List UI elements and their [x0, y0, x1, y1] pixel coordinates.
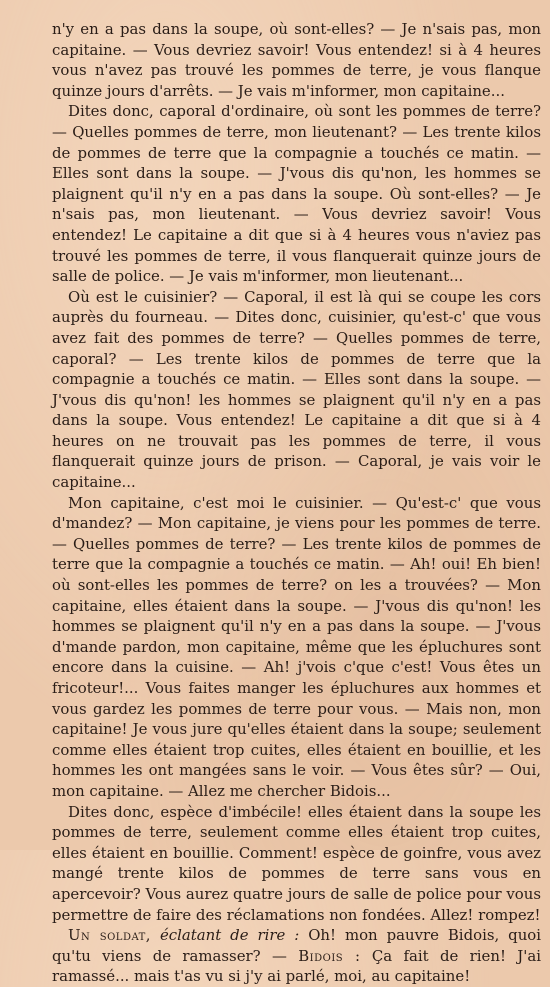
closing-paragraph — [52, 925, 541, 987]
bidois-line: Ça fait de rien! J'ai ramassé... mais t'as vu si j'y ai parlé, moi, au capitaine! — [52, 946, 541, 986]
soldat-line: Oh! mon pauvre Bidois, quoi qu'tu viens de ramasser? — — [52, 926, 542, 965]
speaker-bidois: Bidois : — [298, 946, 361, 965]
paragraph-4: Mon capitaine, c'est moi le cuisinier. — Qu'est-c' que vous d'mandez? — Mon capitaine, je viens pour les pommes de terre. — Quelles pommes de terre? — Les trente kilos de pommes de terre que la compagnie a touchés ce matin. — Ah! oui! Eh bien! où sont-elles les pommes de terre? on les a trouvées? — Mon capitaine, elles étaient dans la soupe. — J'vous dis qu'non! les hommes se plaignent qu'il n'y en a pas dans la soupe. — J'vous d'mande pardon, mon capitaine, même que les épluchures sont encore dans la cuisine. — Ah! j'vois c'que c'est! Vous êtes un fricoteur!... Vous faites manger les épluchures aux hommes et vous gardez les pommes de terre pour vous. — Mais non, mon capitaine! Je vous jure qu'elles étaient dans la soupe; seulement comme elles étaient trop cuites, elles étaient en bouillie, et les hommes les ont mangées sans le voir. — Vous êtes sûr? — Oui, mon capitaine. — Allez me chercher Bidois... — [52, 493, 541, 800]
paragraph-3: Où est le cuisinier? — Caporal, il est là qui se coupe les cors auprès du fourneau. — Dites donc, cuisinier, qu'est-c' que vous avez fait des pommes de terre? — Quelles pommes de terre, caporal? — Les trente kilos de pommes de terre que la compagnie a touchés ce matin. — Elles sont dans la soupe. — J'vous dis qu'non! les hommes se plaignent qu'il n'y en a pas dans la soupe. Vous entendez! Le capitaine a dit que si à 4 heures on ne trouvait pas les pommes de terre, il vous flanquerait quinze jours de prison. — Caporal, je vais voir le capitaine... — [52, 287, 541, 492]
paragraph-5: Dites donc, espèce d'imbécile! elles étaient dans la soupe les pommes de terre, seulement comme elles étaient trop cuites, elles étaient en bouillie. Comment! espèce de goinfre, vous avez mangé trente kilos de pommes de terre sans vous en apercevoir? Vous aurez quatre jours de salle de police pour vous permettre de faire des réclamations non fondées. Allez! rompez! — [52, 802, 541, 924]
paragraph-1: n'y en a pas dans la soupe, où sont-elles? — Je n'sais pas, mon capitaine. — Vous devriez savoir! Vous entendez! si à 4 heures vous n'avez pas trouvé les pommes de terre, je vous flanque quinze jours d'arrêts. — Je vais m'informer, mon capitaine... — [52, 20, 541, 100]
paragraph-2: Dites donc, caporal d'ordinaire, où sont les pommes de terre? — Quelles pommes de terre, mon lieutenant? — Les trente kilos de pommes de terre que la compagnie a touchés ce matin. — Elles sont dans la soupe. — J'vous dis qu'non, les hommes se plaignent qu'il n'y en a pas dans la soupe. Où sont-elles? — Je n'sais pas, mon lieutenant. — Vous devriez savoir! Vous entendez! Le capitaine a dit que si à 4 heures vous n'aviez pas trouvé les pommes de terre, il vous flanquerait quinze jours de salle de police. — Je vais m'informer, mon lieutenant... — [52, 102, 541, 286]
speaker-soldat: Un soldat, — [68, 926, 152, 945]
stage-direction: éclatant de rire : — [160, 926, 300, 945]
